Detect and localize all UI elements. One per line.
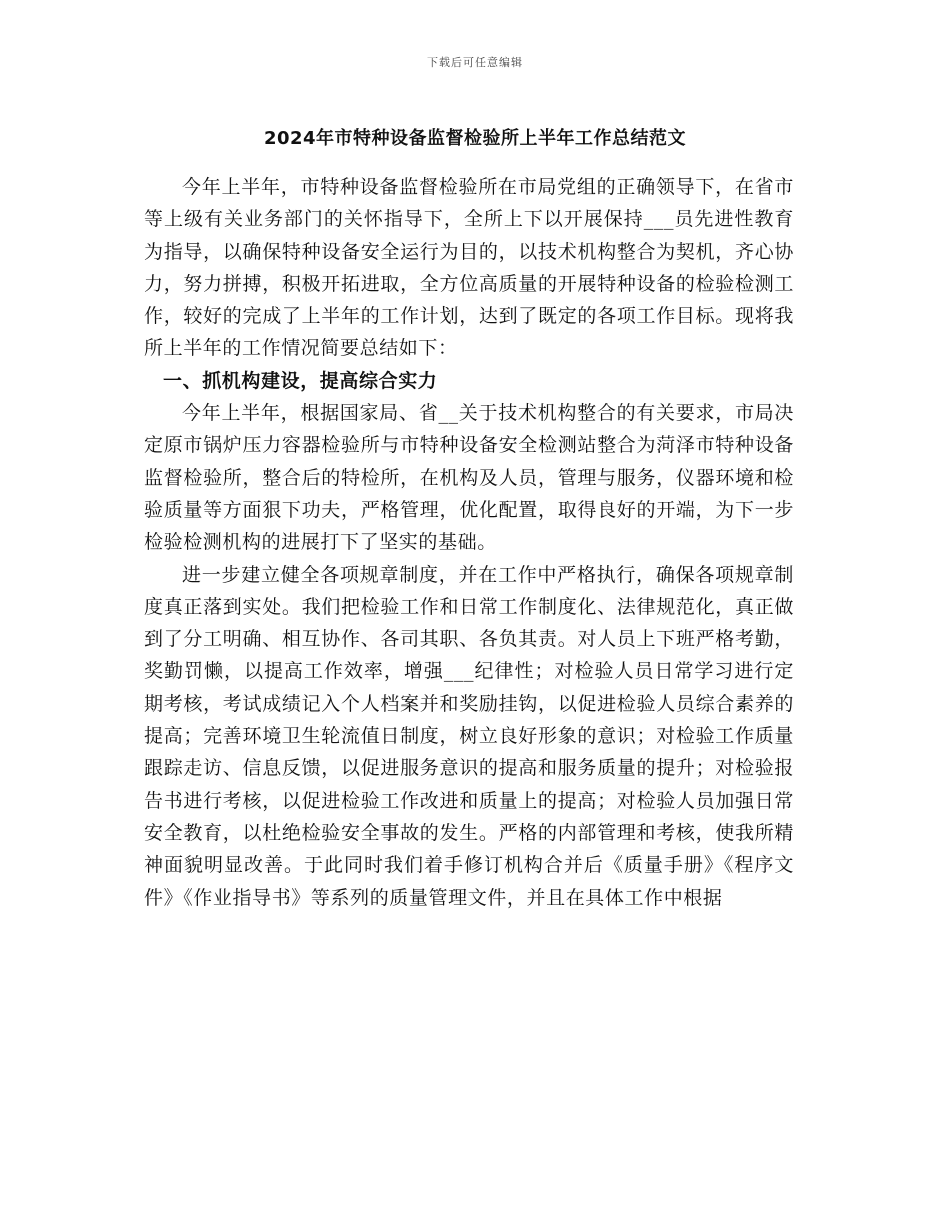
document-body bbox=[144, 171, 794, 914]
section-heading: 一、抓机构建设，提高综合实力 bbox=[163, 369, 438, 392]
intro-paragraph: 今年上半年，市特种设备监督检验所在市局党组的正确领导下，在省市等上级有关业务部门的关怀指导下，全所上下以开展保持___员先进性教育为指导，以确保特种设备安全运行为目的，以技术机构整合为契机，齐心协力，努力拼搏，积极开拓进取，全方位高质量的开展特种设备的检验检测工作，较好的完成了上半年的工作计划，达到了既定的各项工作目标。现将我所上半年的工作情况简要总结如下： bbox=[144, 176, 794, 360]
section-paragraph: 进一步建立健全各项规章制度，并在工作中严格执行，确保各项规章制度真正落到实处。我们把检验工作和日常工作制度化、法律规范化，真正做到了分工明确、相互协作、各司其职、各负其责。对人员上下班严格考勤，奖勤罚懒，以提高工作效率，增强___纪律性；对检验人员日常学习进行定期考核，考试成绩记入个人档案并和奖励挂钩，以促进检验人员综合素养的提高；完善环境卫生轮流值日制度，树立良好形象的意识；对检验工作质量跟踪走访、信息反馈，以促进服务意识的提高和服务质量的提升；对检验报告书进行考核，以促进检验工作改进和质量上的提高；对检验人员加强日常安全教育，以杜绝检验安全事故的发生。严格的内部管理和考核，使我所精神面貌明显改善。于此同时我们着手修订机构合并后《质量手册》《程序文件》《作业指导书》等系列的质量管理文件，并且在具体工作中根据 bbox=[144, 563, 794, 909]
page-header-note: 下载后可任意编辑 bbox=[427, 56, 523, 69]
section-paragraph: 今年上半年，根据国家局、省__关于技术机构整合的有关要求，市局决定原市锅炉压力容器检验所与市特种设备安全检测站整合为菏泽市特种设备监督检验所，整合后的特检所，在机构及人员，管理与服务，仪器环境和检验质量等方面狠下功夫，严格管理，优化配置，取得良好的开端，为下一步检验检测机构的进展打下了坚实的基础。 bbox=[144, 402, 794, 554]
document-title: 2024年市特种设备监督检验所上半年工作总结范文 bbox=[263, 128, 687, 149]
